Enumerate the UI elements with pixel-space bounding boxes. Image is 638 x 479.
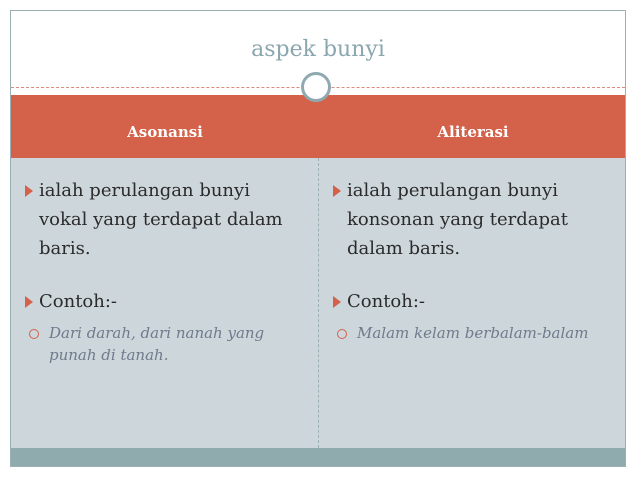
decorative-circle: [301, 72, 331, 102]
example-subbullet: [333, 322, 603, 344]
column-aliterasi: [333, 176, 603, 344]
bullet-arrow-icon: [25, 296, 33, 308]
definition-bullet: [25, 176, 295, 263]
bullet-arrow-icon: [25, 185, 33, 197]
definition-bullet: [333, 176, 603, 263]
ring-bullet-icon: [337, 329, 347, 339]
column-asonansi: [25, 176, 295, 366]
bullet-arrow-icon: [333, 296, 341, 308]
column-heading-aliterasi: Aliterasi: [437, 123, 509, 141]
example-text: Malam kelam berbalam-balam: [357, 324, 589, 342]
column-divider: [318, 158, 319, 448]
slide-title: aspek bunyi: [251, 37, 385, 62]
example-bullet: [333, 287, 603, 316]
bottom-band: [11, 448, 625, 467]
example-subbullet: [25, 322, 295, 366]
definition-text: ialah perulangan bunyi konsonan yang terdapat dalam baris.: [347, 180, 569, 259]
bullet-arrow-icon: [333, 185, 341, 197]
example-bullet: [25, 287, 295, 316]
definition-text: ialah perulangan bunyi vokal yang terdapat dalam baris.: [39, 180, 283, 259]
example-label: Contoh:-: [347, 291, 426, 312]
example-label: Contoh:-: [39, 291, 118, 312]
ring-bullet-icon: [29, 329, 39, 339]
column-heading-asonansi: Asonansi: [127, 123, 203, 141]
slide: [10, 10, 626, 467]
example-text: Dari darah, dari nanah yang punah di tanah.: [49, 324, 265, 364]
